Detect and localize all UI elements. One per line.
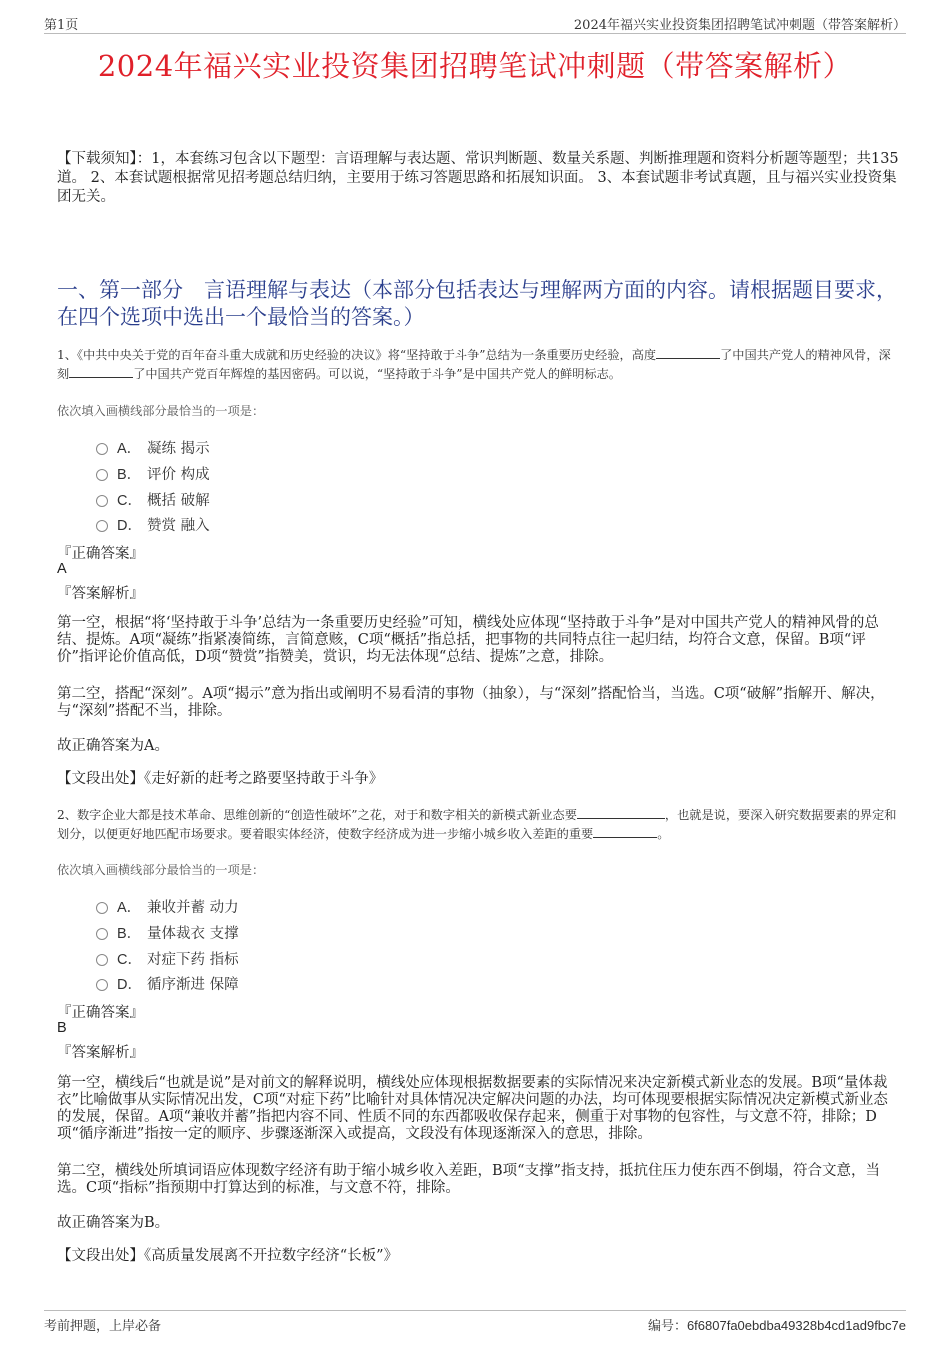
analysis-paragraph-1: 第一空，横线后“也就是说”是对前文的解释说明，横线处应体现根据数据要素的实际情况来决定新模式新业态的发展。B项“量体裁衣”比喻做事从实际情况出发，C项“对症下药”比喻针对具体情况决定解决问题的办法，均可体现要根据实际情况决定新模式新业态的发展，保留。A项“兼收并蓄”指把内容不同、性质不同的东西都吸收保存起来，侧重于对事物的包容性，与文意不符，排除；D项“循序渐进”指按一定的顺序、步骤逐渐深入或提高，文段没有体现逐渐深入的意思，排除。: [57, 1075, 888, 1142]
blank: [577, 806, 665, 819]
question-1-text: [57, 346, 900, 384]
footer-divider: [44, 1310, 906, 1311]
download-notice: 【下载须知】：1，本套练习包含以下题型：言语理解与表达题、常识判断题、数量关系题、判断推理题和资料分析题等题型；共135道。 2、本套试题根据常见招考题总结归纳，主要用于练习答题思路和拓展知识面。 3、本套试题非考试真题，且与福兴实业投资集团无关。: [57, 151, 899, 205]
header-doc-title: 2024年福兴实业投资集团招聘笔试冲刺题（带答案解析）: [573, 18, 906, 33]
header-divider: [44, 33, 906, 34]
option-letter: C．: [117, 493, 142, 509]
option-text: 评价 构成: [147, 467, 210, 483]
analysis-conclusion: 故正确答案为A。: [57, 738, 169, 754]
question-1-text-a: 1、《中共中央关于党的百年奋斗重大成就和历史经验的决议》将“坚持敢于斗争”总结为一条重要历史经验，高度: [57, 348, 657, 362]
option-b[interactable]: [96, 922, 239, 943]
option-d[interactable]: [96, 514, 210, 535]
question-2-text-b: ，也就是说，要深入研究数据要素的界定和划分，以便更好地匹配市场要求。要着眼实体经济，使数字经济成为进一步缩小城乡收入差距的重要: [57, 808, 897, 841]
question-1-prompt: 依次填入画横线部分最恰当的一项是：: [57, 404, 265, 418]
blank: [656, 346, 720, 359]
option-text: 概括 破解: [147, 493, 210, 509]
source-citation: 【文段出处】《高质量发展离不开拉数字经济“长板”》: [57, 1248, 399, 1264]
radio-icon[interactable]: [96, 928, 108, 940]
option-letter: C．: [117, 952, 142, 968]
radio-icon[interactable]: [96, 954, 108, 966]
option-text: 对症下药 指标: [147, 952, 239, 968]
answer-label: 『正确答案』: [57, 546, 144, 562]
option-text: 循序渐进 保障: [147, 977, 239, 993]
option-letter: A．: [117, 900, 142, 916]
code-value: 6f6807fa0ebdba49328b4cd1ad9fbc7e: [686, 1318, 906, 1333]
analysis-paragraph-1: 第一空，根据“将‘坚持敢于斗争’总结为一条重要历史经验”可知，横线处应体现“坚持敢于斗争”是对中国共产党人的精神风骨的总结、提炼。A项“凝练”指紧凑简练，言简意赅，C项“概括”指总括，把事物的共同特点往一起归结，均符合文意，保留。B项“评价”指评论价值高低，D项“赞赏”指赞美，赏识，均无法体现“总结、提炼”之意，排除。: [57, 615, 879, 665]
option-c[interactable]: [96, 948, 239, 969]
analysis-conclusion: 故正确答案为B。: [57, 1215, 170, 1231]
option-text: 凝练 揭示: [147, 441, 210, 457]
option-a[interactable]: [96, 896, 239, 917]
option-letter: D．: [117, 977, 142, 993]
question-1-text-b: 了中国共产党人的精神风骨，深刻: [57, 348, 891, 381]
answer-label: 『正确答案』: [57, 1005, 144, 1021]
analysis-paragraph-2: 第二空，搭配“深刻”。A项“揭示”意为指出或阐明不易看清的事物（抽象），与“深刻”搭配恰当，当选。C项“破解”指解开、解决，与“深刻”搭配不当，排除。: [57, 686, 885, 719]
question-2-text-a: 2、数字企业大都是技术革命、思维创新的“创造性破坏”之花，对于和数字相关的新模式新业态要: [57, 808, 577, 822]
option-text: 赞赏 融入: [147, 518, 210, 534]
section-heading: 一、第一部分 言语理解与表达（本部分包括表达与理解两方面的内容。请根据题目要求，在四个选项中选出一个最恰当的答案。）: [57, 278, 897, 329]
radio-icon[interactable]: [96, 443, 108, 455]
option-a[interactable]: [96, 437, 210, 458]
radio-icon[interactable]: [96, 902, 108, 914]
radio-icon[interactable]: [96, 495, 108, 507]
radio-icon[interactable]: [96, 520, 108, 532]
code-label: 编号：: [647, 1319, 687, 1334]
question-2-text: [57, 806, 900, 844]
option-letter: D．: [117, 518, 142, 534]
option-b[interactable]: [96, 463, 210, 484]
footer-slogan: 考前押题，上岸必备: [44, 1319, 162, 1334]
page-number: 第1页: [44, 18, 79, 33]
option-text: 兼收并蓄 动力: [147, 900, 239, 916]
radio-icon[interactable]: [96, 979, 108, 991]
option-letter: B．: [117, 467, 142, 483]
option-letter: A．: [117, 441, 142, 457]
option-text: 量体裁衣 支撑: [147, 926, 239, 942]
option-d[interactable]: [96, 973, 239, 994]
radio-icon[interactable]: [96, 469, 108, 481]
analysis-label: 『答案解析』: [57, 586, 144, 602]
question-1-text-c: 了中国共产党百年辉煌的基因密码。可以说，“坚持敢于斗争”是中国共产党人的鲜明标志。: [133, 367, 621, 381]
analysis-paragraph-2: 第二空，横线处所填词语应体现数字经济有助于缩小城乡收入差距，B项“支撑”指支持，抵抗住压力使东西不倒塌，符合文意，当选。C项“指标”指预期中打算达到的标准，与文意不符，排除。: [57, 1163, 880, 1196]
source-citation: 【文段出处】《走好新的赶考之路要坚持敢于斗争》: [57, 771, 384, 787]
option-letter: B．: [117, 926, 142, 942]
correct-answer: B: [57, 1020, 67, 1036]
blank: [69, 365, 133, 378]
correct-answer: A: [57, 561, 67, 577]
page-title: 2024年福兴实业投资集团招聘笔试冲刺题（带答案解析）: [97, 49, 853, 83]
analysis-label: 『答案解析』: [57, 1045, 144, 1061]
question-2-prompt: 依次填入画横线部分最恰当的一项是：: [57, 863, 265, 877]
document-code: [648, 1315, 906, 1334]
blank: [593, 825, 657, 838]
option-c[interactable]: [96, 489, 210, 510]
question-2-text-c: 。: [657, 827, 670, 841]
